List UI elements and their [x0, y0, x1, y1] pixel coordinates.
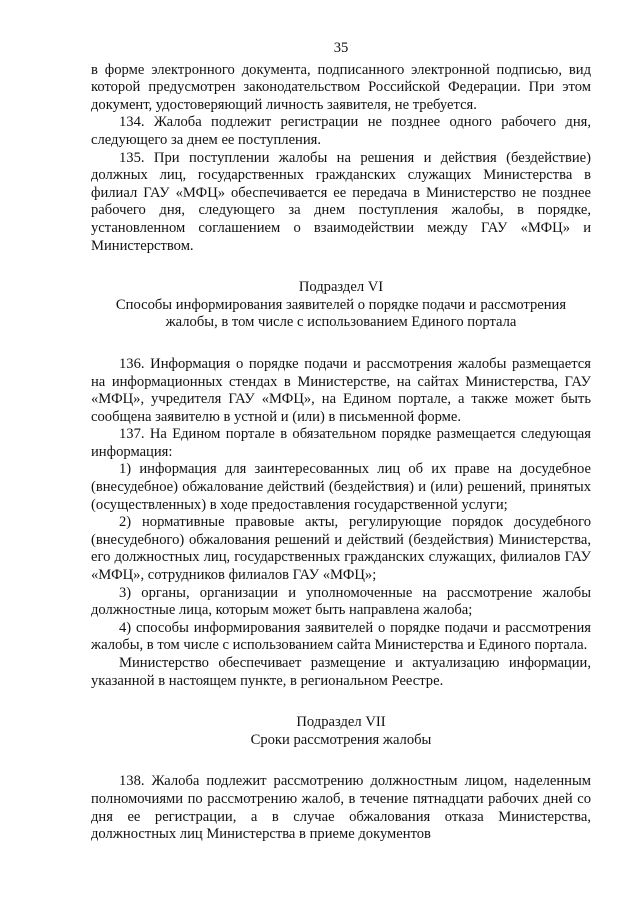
section-6-label: Подраздел VI: [298, 279, 384, 296]
spacer: [91, 332, 591, 356]
spacer: [91, 749, 591, 773]
paragraph-134: 134. Жалоба подлежит регистрации не позднее одного рабочего дня, следующего за днем ее поступления.: [91, 114, 591, 148]
paragraph-137-item-2: 2) нормативные правовые акты, регулирующие порядок досудебного (внесудебного) обжалования решений и действий (бездействия) Министерства, его должностных лиц, государственных гражданских служащих, филиалов ГАУ «МФЦ», сотрудников филиалов ГАУ «МФЦ»;: [91, 514, 591, 584]
spacer: [91, 255, 591, 279]
paragraph-137-item-3: 3) органы, организации и уполномоченные на рассмотрение жалобы должностные лица, которым может быть направлена жалоба;: [91, 584, 591, 619]
paragraph-137-item-1: 1) информация для заинтересованных лиц об их праве на досудебное (внесудебное) обжалование действий (бездействия) и (или) решений, принятых (осуществленных) в ходе предоставления государственной услуги;: [91, 461, 591, 513]
paragraph-continuation: в форме электронного документа, подписанного электронной подписью, вид которой предусмотрен законодательством Российской Федерации. При этом документ, удостоверяющий личность заявителя, не требуется.: [91, 61, 591, 113]
section-6-title: Способы информирования заявителей о порядке подачи и рассмотрения жалобы, в том числе с использованием Единого портала: [115, 296, 567, 331]
section-7-title: Сроки рассмотрения жалобы: [250, 731, 432, 748]
paragraph-135: 135. При поступлении жалобы на решения и действия (бездействие) должных лиц, государственных гражданских служащих Министерства в филиал ГАУ «МФЦ» обеспечивается ее передача в Министерство не позднее рабочего дня, следующего за днем поступления жалобы, в порядке, установленном соглашением о взаимодействии между ГАУ «МФЦ» и Министерством.: [91, 149, 591, 254]
paragraph-138: 138. Жалоба подлежит рассмотрению должностным лицом, наделенным полномочиями по рассмотрению жалоб, в течение пятнадцати рабочих дней со дня ее регистрации, а в случае обжалования отказа Министерства, должностных лиц Министерства в приеме документов: [91, 773, 591, 843]
document-page: [91, 40, 591, 844]
paragraph-ministry-registry: Министерство обеспечивает размещение и актуализацию информации, указанной в настоящем пункте, в региональном Реестре.: [91, 655, 591, 689]
paragraph-136: 136. Информация о порядке подачи и рассмотрения жалобы размещается на информационных стендах в Министерстве, на сайтах Министерства, ГАУ «МФЦ», учредителя ГАУ «МФЦ», на Едином портале, а также может быть сообщена заявителю в устной и (или) в письменной форме.: [91, 355, 591, 425]
spacer: [91, 690, 591, 714]
section-7-label: Подраздел VII: [296, 714, 386, 731]
paragraph-137: 137. На Едином портале в обязательном порядке размещается следующая информация:: [91, 426, 591, 460]
paragraph-137-item-4: 4) способы информирования заявителей о порядке подачи и рассмотрения жалобы, в том числе с использованием сайта Министерства и Единого портала.: [91, 619, 591, 654]
page-number: 35: [333, 40, 349, 56]
